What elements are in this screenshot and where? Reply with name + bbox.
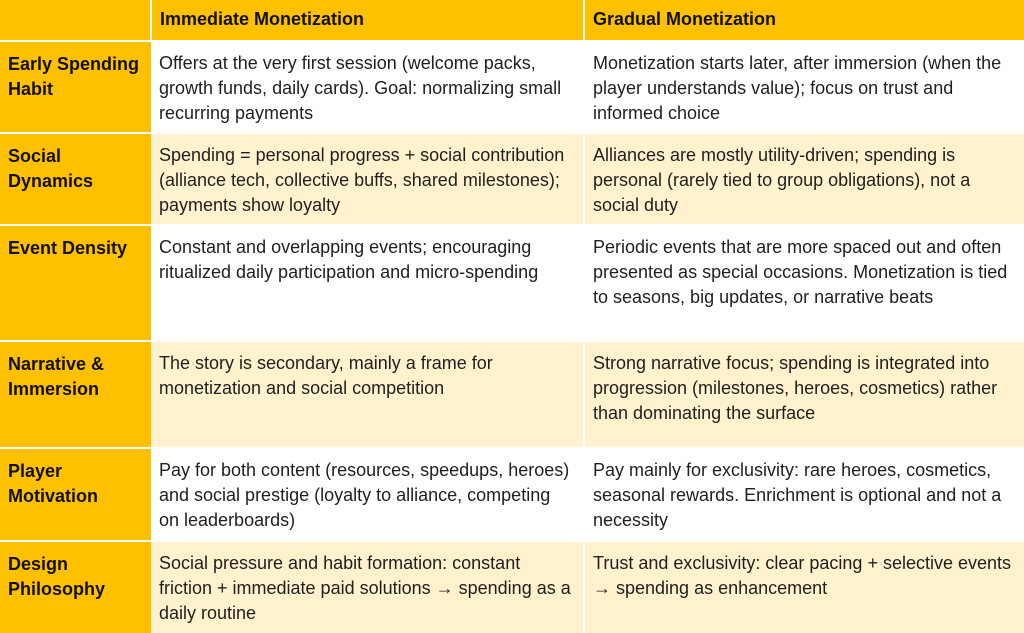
table-row: [0, 41, 1024, 133]
row-label: Event Density: [0, 225, 151, 341]
table-row: [0, 225, 1024, 341]
cell-immediate: Offers at the very first session (welcome packs, growth funds, daily cards). Goal: normalizing small recurring payments: [151, 41, 584, 133]
table-row: [0, 341, 1024, 448]
cell-immediate: The story is secondary, mainly a frame for monetization and social competition: [151, 341, 584, 448]
cell-gradual: Pay mainly for exclusivity: rare heroes, cosmetics, seasonal rewards. Enrichment is optional and not a necessity: [584, 448, 1024, 541]
cell-gradual: Trust and exclusivity: clear pacing + selective events → spending as enhancement: [584, 541, 1024, 633]
table-row: [0, 448, 1024, 541]
cell-immediate: Social pressure and habit formation: constant friction + immediate paid solutions → spending as a daily routine: [151, 541, 584, 633]
row-label: Player Motivation: [0, 448, 151, 541]
header-corner: [0, 0, 151, 41]
cell-immediate: Constant and overlapping events; encouraging ritualized daily participation and micro-spending: [151, 225, 584, 341]
cell-immediate: Pay for both content (resources, speedups, heroes) and social prestige (loyalty to alliance, competing on leaderboards): [151, 448, 584, 541]
cell-immediate: Spending = personal progress + social contribution (alliance tech, collective buffs, shared milestones); payments show loyalty: [151, 133, 584, 225]
header-row: [0, 0, 1024, 41]
cell-gradual: Periodic events that are more spaced out and often presented as special occasions. Monetization is tied to seasons, big updates, or narrative beats: [584, 225, 1024, 341]
header-gradual: Gradual Monetization: [584, 0, 1024, 41]
cell-gradual: Monetization starts later, after immersion (when the player understands value); focus on trust and informed choice: [584, 41, 1024, 133]
table-row: [0, 133, 1024, 225]
row-label: Design Philosophy: [0, 541, 151, 633]
cell-gradual: Alliances are mostly utility-driven; spending is personal (rarely tied to group obligations), not a social duty: [584, 133, 1024, 225]
cell-gradual: Strong narrative focus; spending is integrated into progression (milestones, heroes, cosmetics) rather than dominating the surface: [584, 341, 1024, 448]
header-immediate: Immediate Monetization: [151, 0, 584, 41]
row-label: Social Dynamics: [0, 133, 151, 225]
table-row: [0, 541, 1024, 633]
row-label: Early Spending Habit: [0, 41, 151, 133]
row-label: Narrative & Immersion: [0, 341, 151, 448]
